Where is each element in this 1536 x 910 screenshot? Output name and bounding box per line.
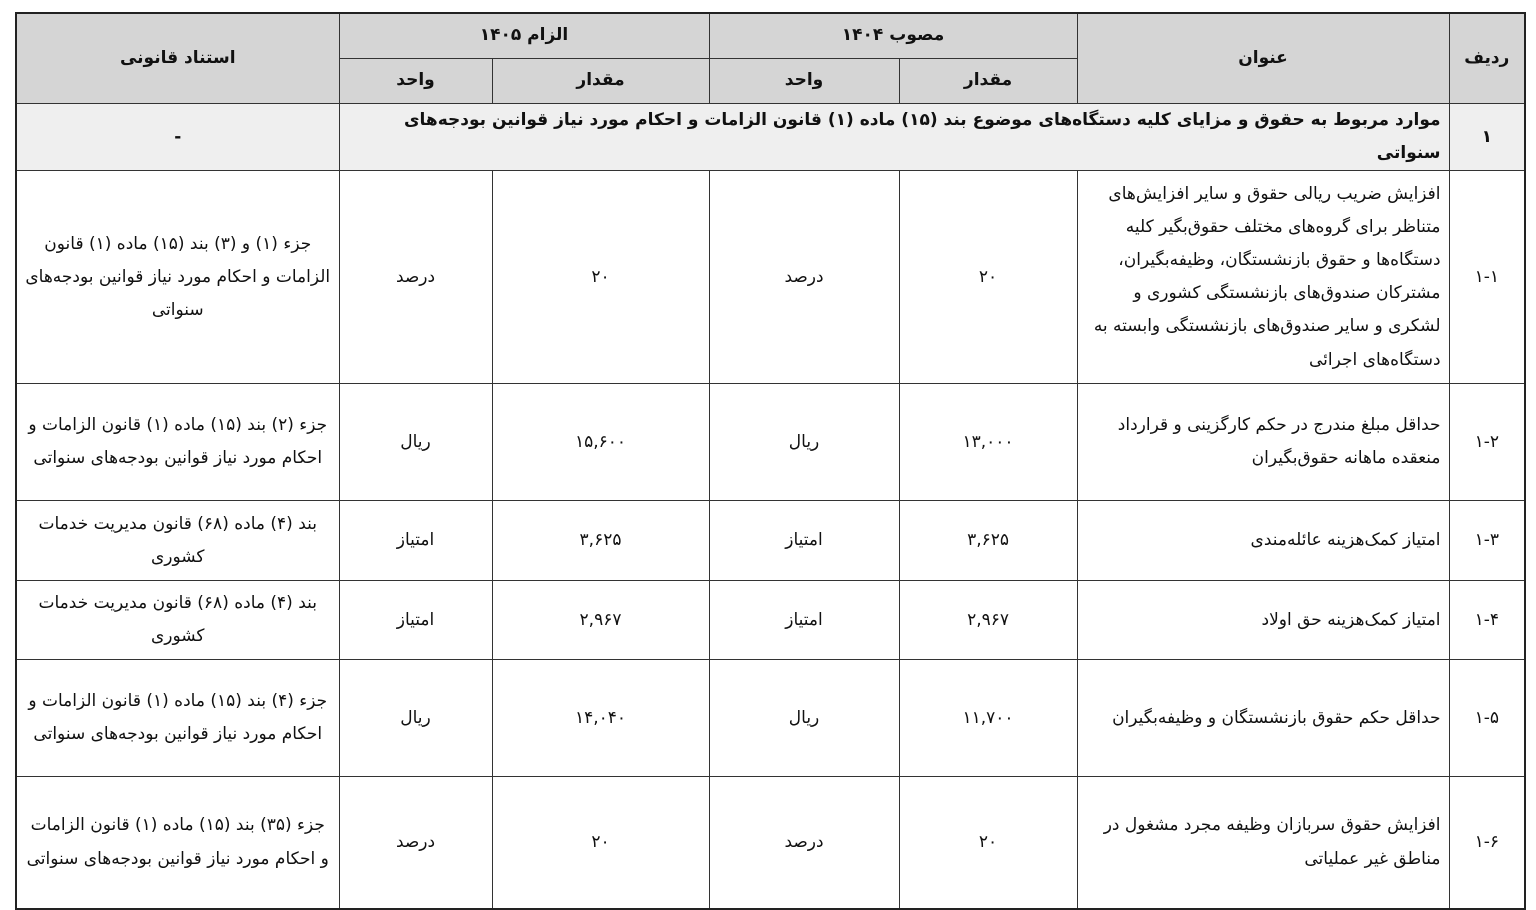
row-radif: ۱-۲ bbox=[1449, 384, 1525, 501]
row-legal: جزء (۱) و (۳) بند (۱۵) ماده (۱) قانون الزامات و احکام مورد نیاز قوانین بودجه‌های سنواتی bbox=[16, 171, 339, 384]
header-required-group: الزام ۱۴۰۵ bbox=[339, 13, 709, 59]
row-required-unit: امتیاز bbox=[339, 581, 492, 660]
row-required-unit: امتیاز bbox=[339, 501, 492, 581]
row-radif: ۱-۳ bbox=[1449, 501, 1525, 581]
row-approved-unit: امتیاز bbox=[709, 501, 899, 581]
row-approved-amount: ۲۰ bbox=[899, 171, 1077, 384]
header-required-amount: مقدار bbox=[492, 59, 709, 104]
budget-table bbox=[15, 12, 1526, 910]
row-radif: ۱-۶ bbox=[1449, 777, 1525, 909]
table-row bbox=[16, 171, 1525, 384]
row-radif: ۱-۴ bbox=[1449, 581, 1525, 660]
row-legal: جزء (۳۵) بند (۱۵) ماده (۱) قانون الزامات و احکام مورد نیاز قوانین بودجه‌های سنواتی bbox=[16, 777, 339, 909]
header-title: عنوان bbox=[1077, 13, 1449, 104]
row-title: امتیاز کمک‌هزینه حق اولاد bbox=[1077, 581, 1449, 660]
row-approved-unit: ریال bbox=[709, 660, 899, 777]
row-title: افزایش ضریب ریالی حقوق و سایر افزایش‌های متناظر برای گروه‌های مختلف حقوق‌بگیر کلیه دستگاه‌ها و حقوق بازنشستگان، وظیفه‌بگیران، مشترکان صندوق‌های بازنشستگی کشوری و لشکری و سایر صندوق‌های بازنشستگی وابسته به دستگاه‌های اجرائی bbox=[1077, 171, 1449, 384]
row-required-amount: ۱۴,۰۴۰ bbox=[492, 660, 709, 777]
row-approved-unit: درصد bbox=[709, 171, 899, 384]
row-required-unit: درصد bbox=[339, 171, 492, 384]
row-title: امتیاز کمک‌هزینه عائله‌مندی bbox=[1077, 501, 1449, 581]
header-row-top bbox=[16, 13, 1525, 59]
row-required-unit: ریال bbox=[339, 660, 492, 777]
table-row bbox=[16, 581, 1525, 660]
header-legal: استناد قانونی bbox=[16, 13, 339, 104]
header-radif: ردیف bbox=[1449, 13, 1525, 104]
header-approved-group: مصوب ۱۴۰۴ bbox=[709, 13, 1077, 59]
row-required-amount: ۱۵,۶۰۰ bbox=[492, 384, 709, 501]
row-legal: بند (۴) ماده (۶۸) قانون مدیریت خدمات کشوری bbox=[16, 581, 339, 660]
header-approved-amount: مقدار bbox=[899, 59, 1077, 104]
table-row bbox=[16, 660, 1525, 777]
row-approved-amount: ۲۰ bbox=[899, 777, 1077, 909]
section-title: موارد مربوط به حقوق و مزایای کلیه دستگاه‌های موضوع بند (۱۵) ماده (۱) قانون الزامات و احکام مورد نیاز قوانین بودجه‌های سنواتی bbox=[339, 104, 1449, 171]
section-legal: - bbox=[16, 104, 339, 171]
row-title: حداقل مبلغ مندرج در حکم کارگزینی و قرارداد منعقده ماهانه حقوق‌بگیران bbox=[1077, 384, 1449, 501]
row-approved-amount: ۱۳,۰۰۰ bbox=[899, 384, 1077, 501]
row-legal: جزء (۴) بند (۱۵) ماده (۱) قانون الزامات و احکام مورد نیاز قوانین بودجه‌های سنواتی bbox=[16, 660, 339, 777]
section-radif: ۱ bbox=[1449, 104, 1525, 171]
row-legal: جزء (۲) بند (۱۵) ماده (۱) قانون الزامات و احکام مورد نیاز قوانین بودجه‌های سنواتی bbox=[16, 384, 339, 501]
row-title: افزایش حقوق سربازان وظیفه مجرد مشغول در مناطق غیر عملیاتی bbox=[1077, 777, 1449, 909]
table-row bbox=[16, 501, 1525, 581]
row-title: حداقل حکم حقوق بازنشستگان و وظیفه‌بگیران bbox=[1077, 660, 1449, 777]
row-required-amount: ۲۰ bbox=[492, 777, 709, 909]
row-required-amount: ۲,۹۶۷ bbox=[492, 581, 709, 660]
row-required-unit: ریال bbox=[339, 384, 492, 501]
row-required-amount: ۲۰ bbox=[492, 171, 709, 384]
row-approved-unit: امتیاز bbox=[709, 581, 899, 660]
row-approved-unit: درصد bbox=[709, 777, 899, 909]
table-row bbox=[16, 384, 1525, 501]
header-required-unit: واحد bbox=[339, 59, 492, 104]
row-required-amount: ۳,۶۲۵ bbox=[492, 501, 709, 581]
row-approved-amount: ۲,۹۶۷ bbox=[899, 581, 1077, 660]
row-approved-unit: ریال bbox=[709, 384, 899, 501]
header-approved-unit: واحد bbox=[709, 59, 899, 104]
row-legal: بند (۴) ماده (۶۸) قانون مدیریت خدمات کشوری bbox=[16, 501, 339, 581]
row-approved-amount: ۱۱,۷۰۰ bbox=[899, 660, 1077, 777]
row-radif: ۱-۱ bbox=[1449, 171, 1525, 384]
section-row bbox=[16, 104, 1525, 171]
row-radif: ۱-۵ bbox=[1449, 660, 1525, 777]
row-approved-amount: ۳,۶۲۵ bbox=[899, 501, 1077, 581]
row-required-unit: درصد bbox=[339, 777, 492, 909]
table-row bbox=[16, 777, 1525, 909]
